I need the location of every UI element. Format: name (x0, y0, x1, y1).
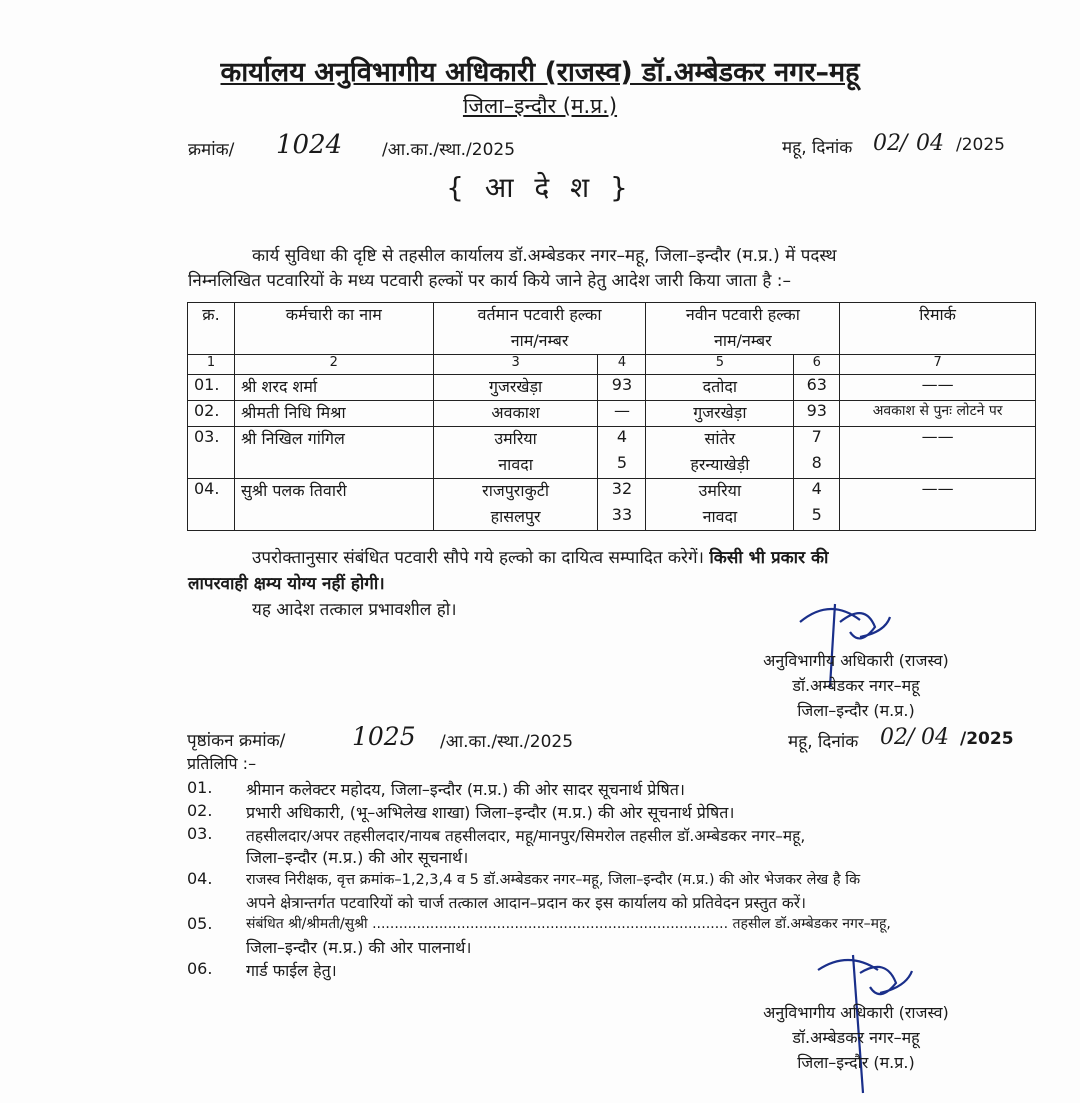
endorsement-date-label: महू, दिनांक (788, 732, 859, 752)
row-name: सुश्री पलक तिवारी (234, 479, 433, 505)
header-name: कर्मचारी का नाम (234, 303, 433, 329)
row-sno: 02. (188, 401, 235, 427)
row-name: श्री शरद शर्मा (234, 375, 433, 401)
endorsement-date-year: /2025 (960, 729, 1014, 749)
endorsement-suffix: /आ.का./स्था./2025 (440, 732, 574, 752)
signature-district: जिला–इन्दौर (म.प्र.) (797, 701, 915, 720)
row-remark: —— (840, 375, 1036, 401)
row-current-no: 32 (598, 479, 646, 505)
copy-item-text: प्रभारी अधिकारी, (भू–अभिलेख शाखा) जिला–इन्दौर (म.प्र.) की ओर सूचनार्थ प्रेषित। (246, 803, 735, 822)
row-name (234, 453, 433, 479)
row-current-name: अवकाश (433, 401, 598, 427)
row-remark (840, 505, 1036, 531)
col-number: 6 (794, 355, 840, 375)
ref-prefix: क्रमांक/ (188, 140, 235, 160)
row-name: श्रीमती निधि मिश्रा (234, 401, 433, 427)
col-number: 3 (433, 355, 598, 375)
row-remark: अवकाश से पुनः लोटने पर (840, 401, 1036, 427)
row-new-name: दतोदा (646, 375, 794, 401)
header-new: नवीन पटवारी हल्का (646, 303, 840, 329)
row-current-name: राजपुराकुटी (433, 479, 598, 505)
row-sno: 04. (188, 479, 235, 505)
row-remark: —— (840, 479, 1036, 505)
copy-item-text: श्रीमान कलेक्टर महोदय, जिला–इन्दौर (म.प्र.) की ओर सादर सूचनार्थ प्रेषित। (246, 780, 685, 799)
signature-place: डॉ.अम्बेडकर नगर–महू (792, 1028, 920, 1047)
row-new-name: हरन्याखेड़ी (646, 453, 794, 479)
copy-item-no: 04. (187, 869, 213, 888)
header-sno: क्र. (188, 303, 235, 329)
copy-item-text: तहसीलदार/अपर तहसीलदार/नायब तहसीलदार, महू/मानपुर/सिमरोल तहसील डॉ.अम्बेडकर नगर–महू, (246, 827, 806, 845)
endorsement-date-month: 04 (921, 725, 949, 750)
header-current-sub: नाम/नम्बर (433, 329, 646, 355)
col-number: 2 (234, 355, 433, 375)
table-row (188, 479, 1036, 505)
copy-item-text-cont: अपने क्षेत्रान्तर्गत पटवारियों को चार्ज तत्काल आदान–प्रदान कर इस कार्यालय को प्रतिवेदन प्रस्तुत करें। (246, 894, 807, 912)
row-current-no: 93 (598, 375, 646, 401)
copy-item-text-cont: जिला–इन्दौर (म.प्र.) की ओर सूचनार्थ। (246, 848, 469, 867)
col-number: 5 (646, 355, 794, 375)
endorsement-number: 1025 (352, 722, 416, 751)
row-current-name: नावदा (433, 453, 598, 479)
row-current-no: 5 (598, 453, 646, 479)
row-new-no: 5 (794, 505, 840, 531)
table-row (188, 401, 1036, 427)
header-new-sub: नाम/नम्बर (646, 329, 840, 355)
closing-text: उपरोक्तानुसार संबंधित पटवारी सौपे गये हल्को का दायित्व सम्पादित करेगें। (252, 548, 704, 568)
closing-line-1 (252, 545, 828, 571)
intro-line-2: निम्नलिखित पटवारियों के मध्य पटवारी हल्कों पर कार्य किये जाने हेतु आदेश जारी किया जाता है :– (188, 271, 791, 291)
row-sno: 01. (188, 375, 235, 401)
order-title: { आ दे श } (446, 171, 634, 204)
ref-date-month: 04 (916, 131, 944, 156)
ref-date-label: महू, दिनांक (782, 138, 853, 158)
table-row (188, 427, 1036, 453)
copy-item-no: 02. (187, 801, 213, 820)
row-remark: —— (840, 427, 1036, 453)
col-number: 4 (598, 355, 646, 375)
signature-designation: अनुविभागीय अधिकारी (राजस्व) (763, 1003, 949, 1022)
row-new-name: उमरिया (646, 479, 794, 505)
copy-item-no: 03. (187, 824, 213, 843)
row-new-no: 63 (794, 375, 840, 401)
row-sno: 03. (188, 427, 235, 453)
patwari-table (187, 302, 1036, 531)
copy-item-text: गार्ड फाईल हेतु। (246, 961, 337, 980)
table-row-continued (188, 505, 1036, 531)
row-new-name: सांतेर (646, 427, 794, 453)
row-name: श्री निखिल गांगिल (234, 427, 433, 453)
row-current-no: — (598, 401, 646, 427)
col-number: 7 (840, 355, 1036, 375)
row-current-name: हासलपुर (433, 505, 598, 531)
row-remark (840, 453, 1036, 479)
copy-item-no: 06. (187, 959, 213, 978)
row-new-name: गुजरखेड़ा (646, 401, 794, 427)
row-new-name: नावदा (646, 505, 794, 531)
row-current-no: 33 (598, 505, 646, 531)
table-row-continued (188, 453, 1036, 479)
copy-item-text: राजस्व निरीक्षक, वृत्त क्रमांक–1,2,3,4 व 5 डॉ.अम्बेडकर नगर–महू, जिला–इन्दौर (म.प्र.) की ओर भेजकर लेख है कि (246, 872, 861, 888)
ref-number: 1024 (276, 130, 343, 160)
header-current: वर्तमान पटवारी हल्का (433, 303, 646, 329)
endorsement-date-day: 02 (880, 725, 908, 750)
copy-item-no: 01. (187, 778, 213, 797)
ref-date-year: /2025 (956, 135, 1005, 155)
intro-line-1: कार्य सुविधा की दृष्टि से तहसील कार्यालय डॉ.अम्बेडकर नगर–महू, जिला–इन्दौर (म.प्र.) में पदस्थ (252, 246, 837, 266)
closing-line-3: यह आदेश तत्काल प्रभावशील हो। (252, 600, 457, 620)
table-row (188, 375, 1036, 401)
row-name (234, 505, 433, 531)
header-remark: रिमार्क (840, 303, 1036, 329)
signature-block (736, 1000, 976, 1075)
row-new-no: 7 (794, 427, 840, 453)
row-current-name: गुजरखेड़ा (433, 375, 598, 401)
copy-item-text: संबंधित श्री/श्रीमती/सुश्री ................................................................................ तहसील डॉ.अम्बेडकर नगर–महू, (246, 916, 891, 932)
row-new-no: 4 (794, 479, 840, 505)
signature-block (736, 648, 976, 723)
ref-date-day: 02 (873, 131, 901, 156)
endorsement-prefix: पृष्ठांकन क्रमांक/ (187, 731, 286, 751)
row-current-no: 4 (598, 427, 646, 453)
signature-designation: अनुविभागीय अधिकारी (राजस्व) (763, 651, 949, 670)
district-subtitle: जिला–इन्दौर (म.प्र.) (462, 94, 618, 118)
row-new-no: 8 (794, 453, 840, 479)
col-number: 1 (188, 355, 235, 375)
copy-item-no: 05. (187, 914, 213, 933)
copy-item-text-cont: जिला–इन्दौर (म.प्र.) की ओर पालनार्थ। (246, 938, 472, 957)
signature-place: डॉ.अम्बेडकर नगर–महू (792, 676, 920, 695)
closing-line-2: लापरवाही क्षम्य योग्य नहीं होगी। (188, 574, 385, 594)
closing-warning: किसी भी प्रकार की (709, 548, 829, 568)
row-sno (188, 505, 235, 531)
copy-label: प्रतिलिपि :– (187, 754, 257, 773)
ref-suffix: /आ.का./स्था./2025 (382, 140, 516, 160)
signature-district: जिला–इन्दौर (म.प्र.) (797, 1053, 915, 1072)
row-current-name: उमरिया (433, 427, 598, 453)
office-title: कार्यालय अनुविभागीय अधिकारी (राजस्व) डॉ.अम्बेडकर नगर–महू (220, 57, 860, 88)
row-sno (188, 453, 235, 479)
row-new-no: 93 (794, 401, 840, 427)
